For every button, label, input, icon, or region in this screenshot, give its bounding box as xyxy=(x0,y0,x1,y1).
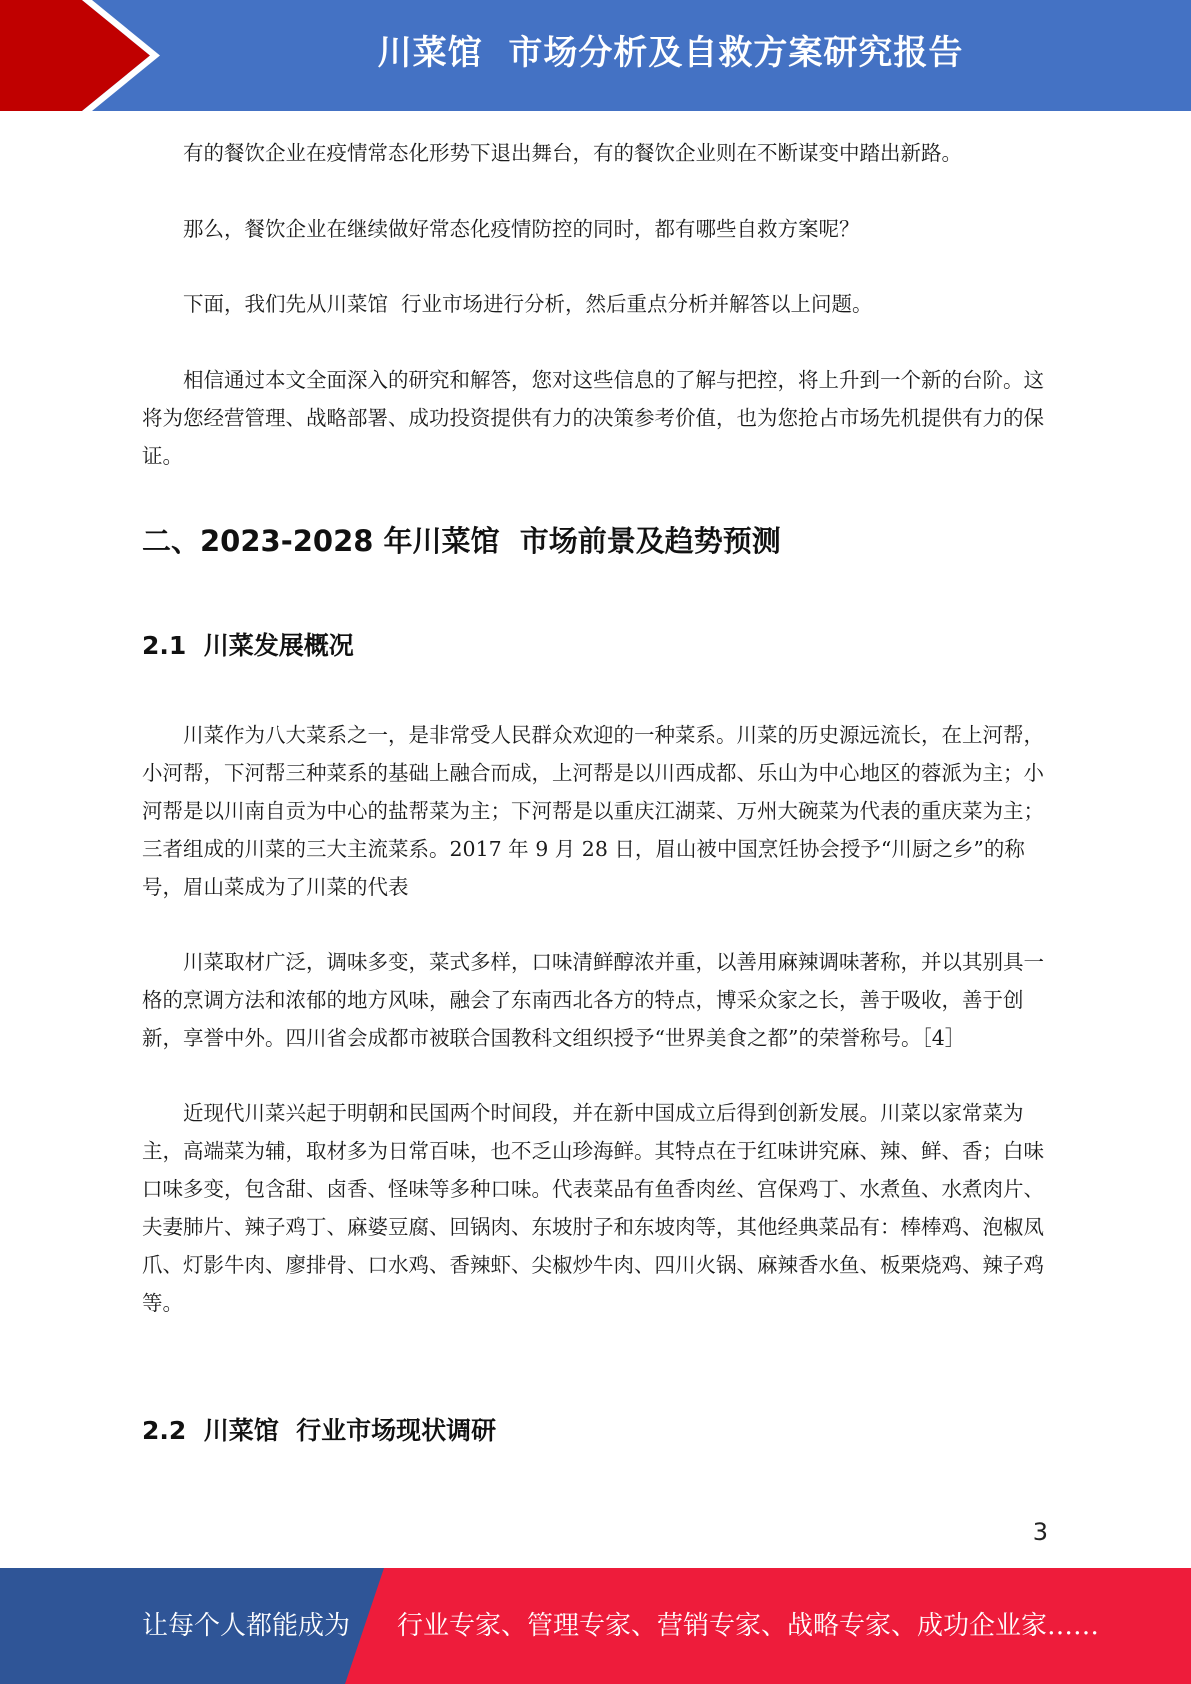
subsection-2-1-paragraph-2: 川菜取材广泛，调味多变，菜式多样，口味清鲜醇浓并重，以善用麻辣调味著称，并以其别具一格的烹调方法和浓郁的地方风味，融会了东南西北各方的特点，博采众家之长，善于吸收，善于创新，享誉中外。四川省会成都市被联合国教科文组织授予“世界美食之都”的荣誉称号。［4］ xyxy=(142,950,1044,1050)
subsection-2-1-paragraph-3-block xyxy=(142,1094,1046,1322)
subsection-2-1-paragraph-1: 川菜作为八大菜系之一，是非常受人民群众欢迎的一种菜系。川菜的历史源远流长，在上河帮，小河帮，下河帮三种菜系的基础上融合而成，上河帮是以川西成都、乐山为中心地区的蓉派为主；小河帮是以川南自贡为中心的盐帮菜为主；下河帮是以重庆江湖菜、万州大碗菜为代表的重庆菜为主；三者组成的川菜的三大主流菜系。2017 年 9 月 28 日，眉山被中国烹饪协会授予“川厨之乡”的称号，眉山菜成为了川菜的代表 xyxy=(142,723,1044,899)
page-number: 3 xyxy=(1032,1518,1048,1546)
subsection-heading-2-1: 2.1 川菜发展概况 xyxy=(142,631,354,660)
intro-paragraph-3-block xyxy=(142,285,1046,323)
intro-paragraph-1-block xyxy=(142,134,1046,172)
intro-paragraph-3: 下面，我们先从川菜馆 行业市场进行分析，然后重点分析并解答以上问题。 xyxy=(183,292,873,316)
intro-paragraph-4-block xyxy=(142,361,1046,475)
section-heading: 二、2023-2028 年川菜馆 市场前景及趋势预测 xyxy=(142,524,781,558)
header-chevron-decoration xyxy=(0,0,160,111)
intro-paragraph-2-block xyxy=(142,210,1046,248)
subsection-heading-2-2: 2.2 川菜馆 行业市场现状调研 xyxy=(142,1416,497,1445)
footer-slogan-right: 行业专家、管理专家、营销专家、战略专家、成功企业家…… xyxy=(397,1611,1100,1641)
page-footer xyxy=(0,1568,1191,1684)
red-chevron-shape xyxy=(0,0,150,111)
intro-paragraph-4: 相信通过本文全面深入的研究和解答，您对这些信息的了解与把控，将上升到一个新的台阶。这将为您经营管理、战略部署、成功投资提供有力的决策参考价值，也为您抢占市场先机提供有力的保证。 xyxy=(142,368,1044,468)
report-title: 川菜馆 市场分析及自救方案研究报告 xyxy=(377,33,964,73)
subsection-2-1-paragraph-2-block xyxy=(142,943,1046,1057)
intro-paragraph-1: 有的餐饮企业在疫情常态化形势下退出舞台，有的餐饮企业则在不断谋变中踏出新路。 xyxy=(183,141,962,165)
footer-slogan-left: 让每个人都能成为 xyxy=(142,1611,351,1641)
subsection-2-1-paragraph-1-block xyxy=(142,716,1046,906)
page-header xyxy=(0,0,1191,111)
subsection-2-1-paragraph-3: 近现代川菜兴起于明朝和民国两个时间段，并在新中国成立后得到创新发展。川菜以家常菜为主，高端菜为辅，取材多为日常百味，也不乏山珍海鲜。其特点在于红味讲究麻、辣、鲜、香；白味口味多变，包含甜、卤香、怪味等多种口味。代表菜品有鱼香肉丝、宫保鸡丁、水煮鱼、水煮肉片、夫妻肺片、辣子鸡丁、麻婆豆腐、回锅肉、东坡肘子和东坡肉等，其他经典菜品有：棒棒鸡、泡椒凤爪、灯影牛肉、廖排骨、口水鸡、香辣虾、尖椒炒牛肉、四川火锅、麻辣香水鱼、板栗烧鸡、辣子鸡等。 xyxy=(142,1101,1044,1315)
intro-paragraph-2: 那么，餐饮企业在继续做好常态化疫情防控的同时，都有哪些自救方案呢？ xyxy=(183,217,860,241)
